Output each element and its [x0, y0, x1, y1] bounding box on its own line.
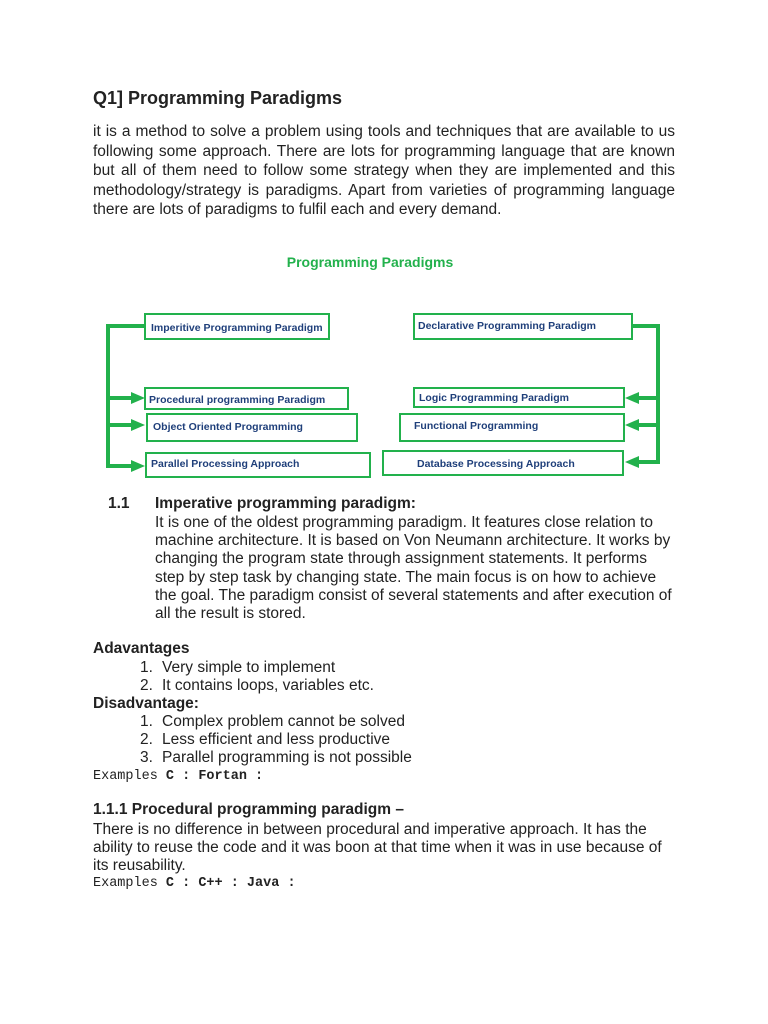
list-number: 1. [140, 659, 153, 676]
list-item [140, 713, 405, 731]
label-imperative: Imperitive Programming Paradigm [151, 322, 323, 334]
list-text: It contains loops, variables etc. [162, 677, 374, 694]
left-arrow-2 [131, 419, 145, 431]
examples-value: C : C++ : Java : [165, 876, 296, 891]
section-1-1-body: It is one of the oldest programming paradigm. It features close relation to machine architecture. It is based on Von Neumann architecture. It works by changing the program state through assignment statements. It performs step by step task by changing state. The main focus is on how to achieve the goal. The paradigm consist of several statements and after execution of all the result is stored. [155, 514, 672, 623]
disadvantages-heading: Disadvantage: [93, 695, 199, 712]
label-parallel: Parallel Processing Approach [151, 458, 300, 470]
section-1-1-heading: Imperative programming paradigm: [155, 495, 416, 512]
list-number: 1. [140, 713, 153, 730]
list-text: Complex problem cannot be solved [162, 713, 405, 730]
list-text: Less efficient and less productive [162, 731, 391, 748]
section-1-1-1-body: There is no difference in between procedural and imperative approach. It has the ability to reuse the code and it was boon at that time when it was in use because of its reusability. [93, 821, 662, 875]
label-oop: Object Oriented Programming [153, 421, 303, 433]
left-arrow-1 [131, 392, 145, 404]
left-arrow-3 [131, 460, 145, 472]
right-arrow-3 [625, 456, 639, 468]
section-1-1-1-heading: 1.1.1 Procedural programming paradigm – [93, 801, 404, 818]
label-procedural: Procedural programming Paradigm [149, 394, 326, 406]
list-item [140, 659, 335, 677]
label-logic: Logic Programming Paradigm [419, 392, 569, 404]
examples-line-2 [93, 876, 296, 891]
right-arrow-1 [625, 392, 639, 404]
right-arrow-2 [625, 419, 639, 431]
intro-paragraph: it is a method to solve a problem using tools and techniques that are available to us following some approach. There are lots for programming language that are known but all of them need to follow some strategy when they are implemented and this methodology/strategy is paradigms. Apart from varieties of programming language there are lots of paradigms to fulfil each and every demand. [93, 123, 675, 218]
paradigms-diagram [93, 248, 673, 480]
section-1-1-number: 1.1 [108, 495, 130, 512]
list-number: 2. [140, 677, 153, 694]
list-item [140, 749, 412, 767]
list-text: Parallel programming is not possible [162, 749, 412, 766]
label-functional: Functional Programming [414, 420, 539, 432]
list-text: Very simple to implement [162, 659, 336, 676]
list-number: 3. [140, 749, 153, 766]
page-title: Q1] Programming Paradigms [93, 88, 343, 108]
examples-line-1 [93, 769, 263, 784]
examples-label: Examples [93, 876, 158, 891]
examples-value: C : Fortan : [165, 769, 264, 784]
list-item [140, 731, 390, 749]
label-database: Database Processing Approach [417, 458, 575, 470]
list-item [140, 677, 374, 695]
label-declarative: Declarative Programming Paradigm [418, 320, 596, 332]
list-number: 2. [140, 731, 153, 748]
advantages-heading: Adavantages [93, 640, 190, 657]
diagram-title: Programming Paradigms [286, 254, 454, 270]
examples-label: Examples [93, 769, 158, 784]
